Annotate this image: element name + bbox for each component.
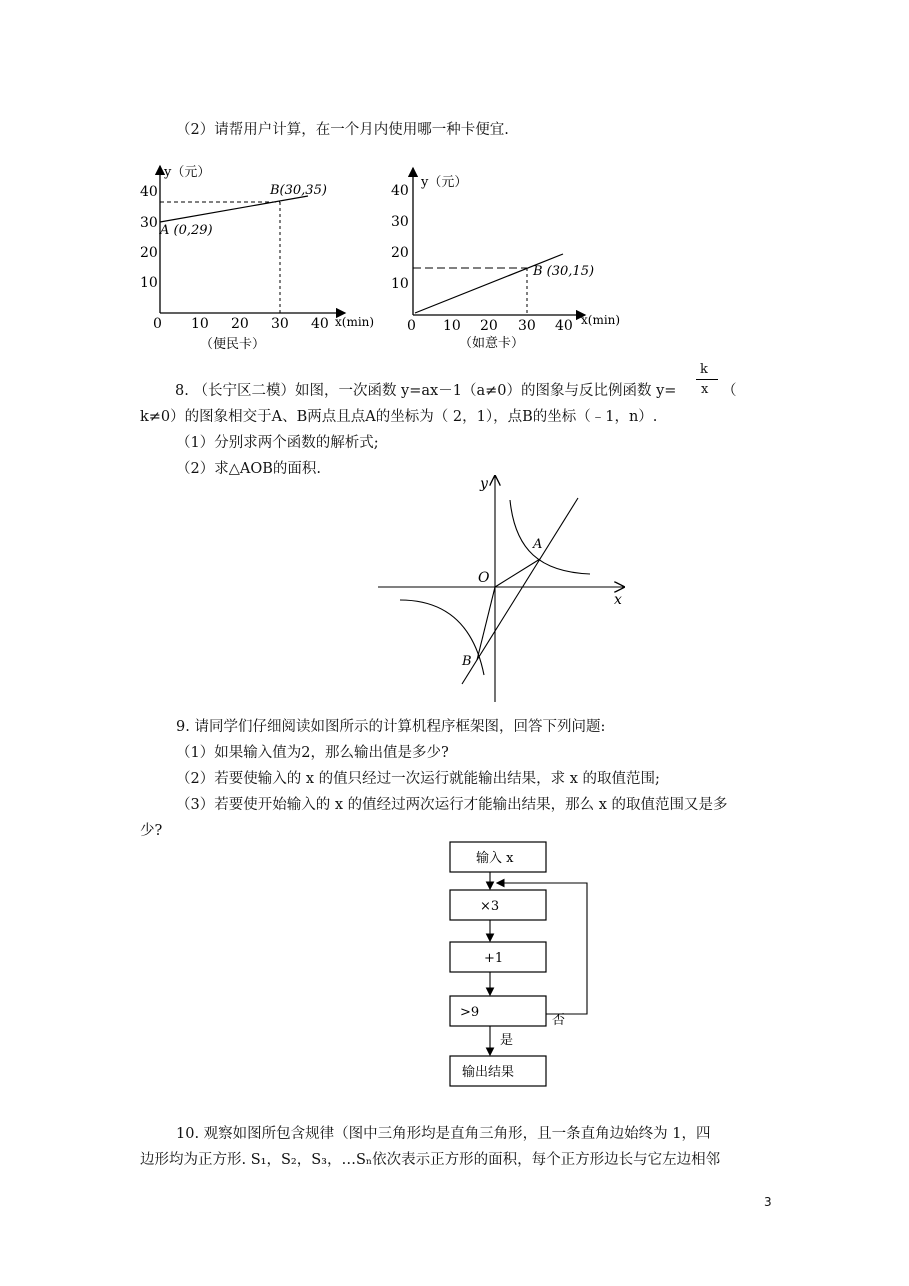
fraction-denominator: x [701,382,709,397]
x-tick: 0 [407,318,416,334]
q8-sub2: （2）求△AOB的面积. [176,461,321,477]
fraction-numerator: k [700,362,708,377]
q10-line2: 边形均为正方形. S₁，S₂，S₃，…Sₙ依次表示正方形的面积，每个正方形边长与它左边相邻 [140,1152,721,1168]
y-tick: 10 [140,275,158,291]
y-tick: 40 [140,184,158,200]
segment-ob [477,587,495,660]
output-label: 输出结果 [462,1065,515,1080]
x-tick: 10 [191,316,209,332]
point-a-label: A [533,537,543,552]
no-label: 否 [552,1013,566,1028]
add-label: +1 [484,951,504,966]
point-b-label: B (30,15) [533,264,595,279]
yes-label: 是 [500,1033,514,1048]
q9-sub2: （2）若要使输入的 x 的值只经过一次运行就能输出结果，求 x 的取值范围; [176,771,660,787]
point-b-label: B(30,35) [270,183,327,198]
x-tick: 30 [271,316,289,332]
segment-oa [495,559,540,587]
y-tick: 30 [140,215,158,231]
y-label: y [480,476,488,492]
q9-sub1: （1）如果输入值为2，那么输出值是多少? [176,745,449,761]
chart-bianmin-card [130,158,375,358]
chart-caption: （如意卡） [459,336,525,351]
x-tick: 40 [555,318,573,334]
y-tick: 40 [391,183,409,199]
page-number: 3 [764,1195,772,1209]
q9-line1: 9. 请同学们仔细阅读如图所示的计算机程序框架图，回答下列问题: [176,719,606,735]
y-tick: 20 [391,245,409,261]
q9-sub3: （3）若要使开始输入的 x 的值经过两次运行才能输出结果，那么 x 的取值范围又是多 [176,797,728,813]
function-graph [370,470,640,705]
input-label: 输入 x [476,851,514,866]
x-axis-label: x(min) [581,313,621,327]
q8-line1: 8. （长宁区二模）如图，一次函数 y=ax－1（a≠0）的图象与反比例函数 y= [175,383,677,399]
multiply-label: ×3 [480,899,500,914]
q8-sub1: （1）分别求两个函数的解析式; [176,435,379,451]
x-axis-label: x(min) [335,315,375,329]
point-a-label: A (0,29) [160,223,213,238]
linear-function-line [462,498,578,684]
q8-line2: k≠0）的图象相交于A、B两点且点A的坐标为（ 2，1），点B的坐标（﹣1，n）. [140,409,658,425]
hyperbola-branch-q1 [510,500,590,574]
y-tick: 10 [391,276,409,292]
point-b-label: B [462,654,472,669]
x-tick: 20 [480,318,498,334]
y-tick: 20 [140,245,158,261]
x-tick: 20 [231,316,249,332]
q9-sub3-cont: 少? [140,823,163,839]
origin-label: O [478,570,490,586]
x-tick: 30 [518,318,536,334]
x-tick: 0 [153,316,162,332]
q8-line1-tail: （ [722,383,737,399]
x-tick: 40 [311,316,329,332]
x-label: x [614,592,622,608]
x-tick: 10 [443,318,461,334]
chart-caption: （便民卡） [200,337,266,352]
cost-line [160,196,308,222]
q10-line1: 10. 观察如图所包含规律（图中三角形均是直角三角形，且一条直角边始终为 1，四 [176,1126,711,1142]
chart-ruyi-card [385,160,635,360]
program-flowchart [440,838,600,1090]
compare-label: >9 [460,1005,480,1020]
cost-line [415,254,563,313]
q7-part2: （2）请帮用户计算，在一个月内使用哪一种卡便宜. [176,122,509,138]
y-axis-label: y（元） [164,165,211,180]
y-tick: 30 [391,214,409,230]
y-axis-label: y（元） [421,175,468,190]
